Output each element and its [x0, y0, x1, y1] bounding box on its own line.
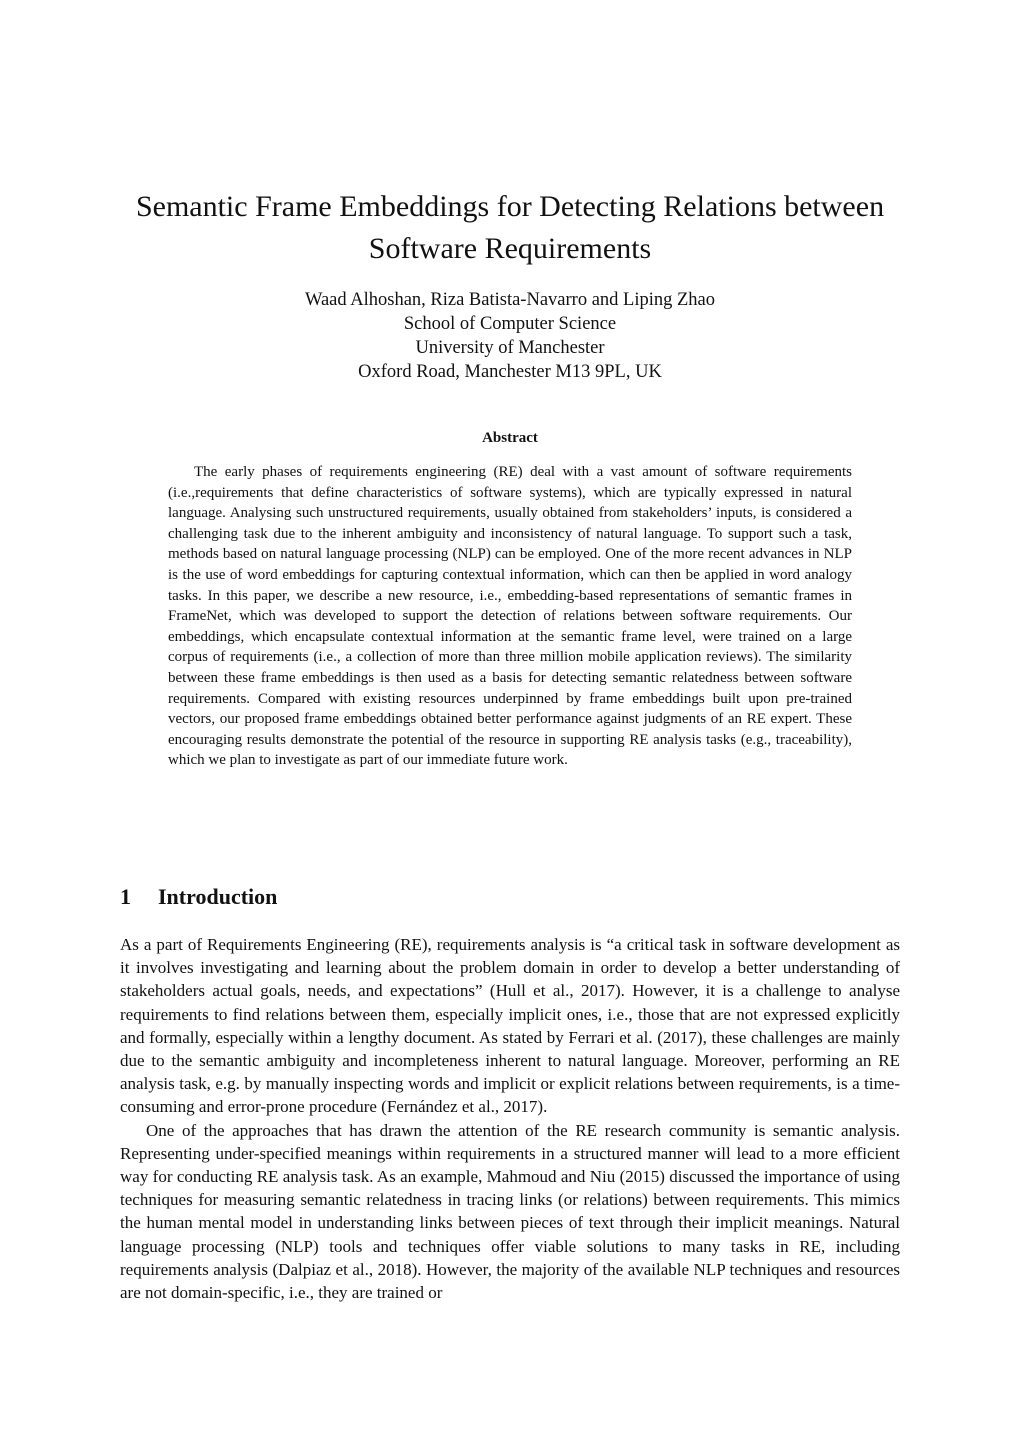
- paper-title-line-1: Semantic Frame Embeddings for Detecting Relations between: [135, 190, 885, 223]
- affiliation-address: Oxford Road, Manchester M13 9PL, UK: [358, 362, 662, 382]
- author-block: [160, 288, 860, 384]
- abstract-body: The early phases of requirements engineering (RE) deal with a vast amount of software requirements (i.e.,requirements that define characteristics of software systems), which are typically expressed in natural language. Analysing such unstructured requirements, usually obtained from stakeholders’ inputs, is considered a challenging task due to the inherent ambiguity and inconsistency of natural language. To support such a task, methods based on natural language processing (NLP) can be employed. One of the more recent advances in NLP is the use of word embeddings for capturing contextual information, which can then be applied in word analogy tasks. In this paper, we describe a new resource, i.e., embedding-based representations of semantic frames in FrameNet, which was developed to support the detection of relations between software requirements. Our embeddings, which encapsulate contextual information at the semantic frame level, were trained on a large corpus of requirements (i.e., a collection of more than three million mobile application reviews). The similarity between these frame embeddings is then used as a basis for detecting semantic relatedness between software requirements. Compared with existing resources underpinned by frame embeddings built upon pre-trained vectors, our proposed frame embeddings obtained better performance against judgments of an RE expert. These encouraging results demonstrate the potential of the resource in supporting RE analysis tasks (e.g., traceability), which we plan to investigate as part of our immediate future work.: [168, 464, 852, 769]
- paper-title: [120, 186, 900, 270]
- introduction-paragraph-2: One of the approaches that has drawn the attention of the RE research community is semantic analysis. Representing under-specified meanings within requirements in a structured manner will lead to a more efficient way for conducting RE analysis task. As an example, Mahmoud and Niu (2015) discussed the importance of using techniques for measuring semantic relatedness in tracing links (or relations) between requirements. This mimics the human mental model in understanding links between pieces of text through their implicit meanings. Natural language processing (NLP) tools and techniques offer viable solutions to many tasks in RE, including requirements analysis (Dalpiaz et al., 2018). However, the majority of the available NLP techniques and resources are not domain-specific, i.e., they are trained or: [120, 1120, 900, 1303]
- abstract-heading: Abstract: [482, 430, 538, 446]
- introduction-body: [120, 933, 900, 1304]
- affiliation-university: University of Manchester: [415, 338, 605, 358]
- section-title: Introduction: [158, 884, 278, 909]
- paper-title-line-2: Software Requirements: [368, 232, 652, 265]
- author-names: Waad Alhoshan, Riza Batista-Navarro and Liping Zhao: [304, 290, 716, 310]
- section-number: 1: [120, 884, 131, 909]
- section-heading-introduction: [120, 884, 277, 910]
- introduction-paragraph-1: As a part of Requirements Engineering (RE), requirements analysis is “a critical task in software development as it involves investigating and learning about the problem domain in order to develop a better understanding of stakeholders actual goals, needs, and expectations” (Hull et al., 2017). However, it is a challenge to analyse requirements to find relations between them, especially implicit ones, i.e., those that are not expressed explicitly and formally, especially within a lengthy document. As stated by Ferrari et al. (2017), these challenges are mainly due to the semantic ambiguity and incompleteness inherent to natural language. Moreover, performing an RE analysis task, e.g. by manually inspecting words and implicit or explicit relations between requirements, is a time-consuming and error-prone procedure (Fernández et al., 2017).: [120, 935, 900, 1117]
- affiliation-school: School of Computer Science: [403, 314, 617, 334]
